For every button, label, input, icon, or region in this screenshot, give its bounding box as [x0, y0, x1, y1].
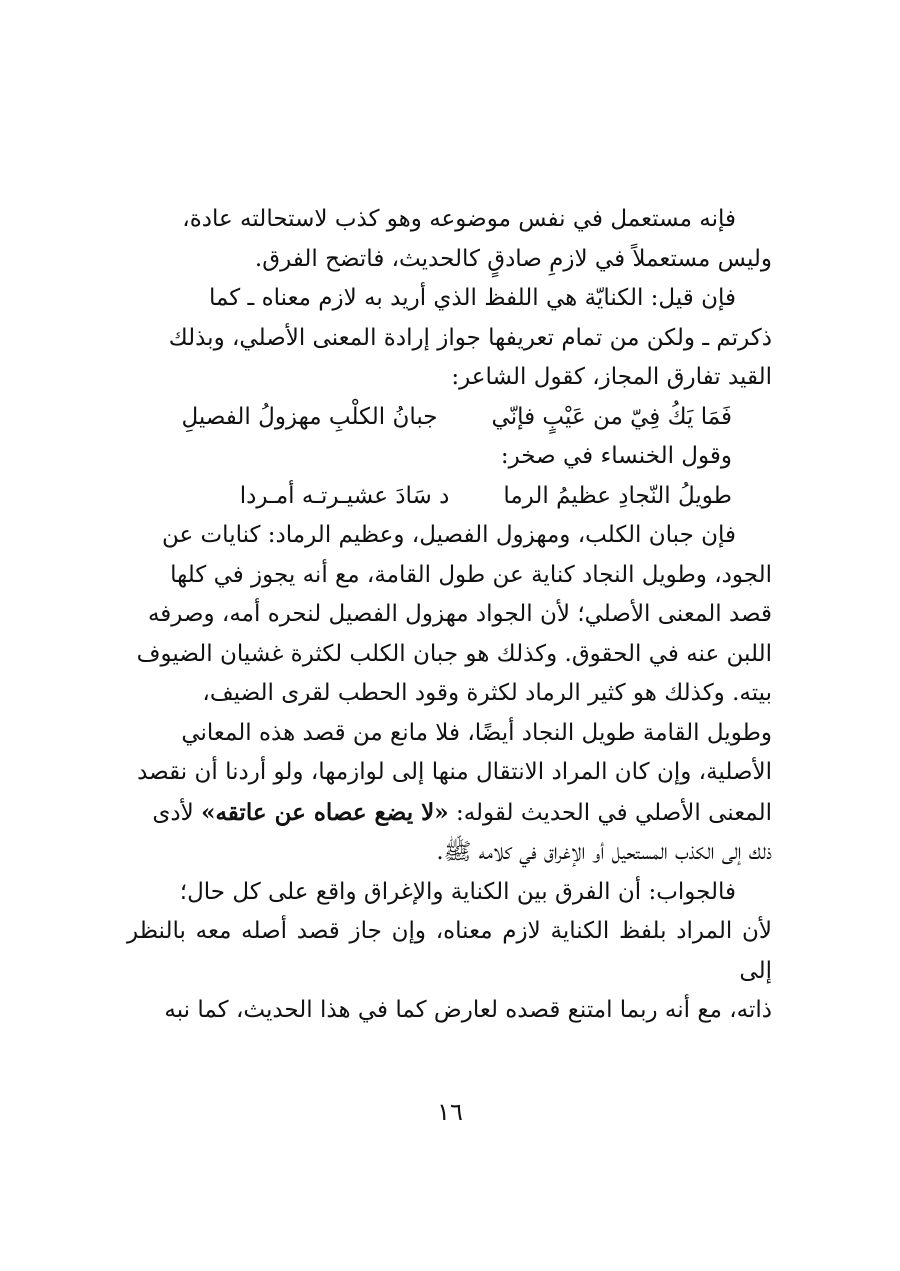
- verse-2: [127, 477, 772, 517]
- text-line: [152, 800, 772, 826]
- text-line: فإنه مستعمل في نفس موضوعه وهو كذب لاستحالته عادة،: [182, 206, 736, 232]
- text-line: ذاته، مع أنه ربما امتنع قصده لعارض كما في هذا الحديث، كما نبه: [164, 997, 772, 1023]
- paragraph-3: [127, 516, 772, 873]
- text-line: الجود، وطويل النجاد كناية عن طول القامة، مع أنه يجوز في كلها: [170, 561, 772, 588]
- khansa-intro: وقول الخنساء في صخر:: [500, 443, 732, 469]
- paragraph-4: [127, 873, 772, 1031]
- text-line: القيد تفارق المجاز، كقول الشاعر:: [451, 364, 772, 390]
- text-line: ذلك إلى الكذب المستحيل أو الإغراق في كلامه ﷺ.: [436, 839, 772, 865]
- page-number: ١٦: [437, 1098, 463, 1126]
- hadith-quote: «لا يضع عصاه عن عاتقه»: [201, 798, 449, 826]
- body-text: [127, 200, 772, 1031]
- paragraph-1: [127, 200, 772, 279]
- verse-2-second-hemistich: د سَادَ عشيـرتـه أمـردا: [239, 482, 450, 509]
- paragraph-2: [127, 279, 772, 398]
- text-line: فإن قيل: الكنايّة هي اللفظ الذي أريد به لازم معناه ـ كما: [208, 285, 736, 311]
- verse-1-second-hemistich: جبانُ الكلْبِ مهزولُ الفصيلِ: [181, 403, 438, 430]
- text-line: لأن المراد بلفظ الكناية لازم معناه، وإن جاز قصد أصله معه بالنظر إلى: [127, 918, 772, 984]
- verse-2-first-hemistich: طويلُ النّجادِ عظيمُ الرما: [503, 482, 732, 509]
- text-line: اللبن عنه في الحقوق. وكذلك هو جبان الكلب لكثرة غشيان الضيوف: [136, 640, 772, 667]
- text-run: لأدى: [152, 799, 202, 826]
- text-line: وليس مستعملاً في لازمِ صادقٍ كالحديث، فاتضح الفرق.: [254, 245, 772, 272]
- text-line: فإن جبان الكلب، ومهزول الفصيل، وعظيم الرماد: كنايات عن: [161, 522, 736, 548]
- text-run: المعنى الأصلي في الحديث لقوله:: [448, 799, 772, 826]
- verse-1-first-hemistich: فَمَا يَكُ فِيّ من عَيْبٍ فإنّي: [491, 403, 732, 430]
- text-line: بيته. وكذلك هو كثير الرماد لكثرة وقود الحطب لقرى الضيف،: [202, 680, 772, 706]
- text-line: ذكرتم ـ ولكن من تمام تعريفها جواز إرادة المعنى الأصلي، وبذلك: [168, 324, 772, 351]
- text-line: وطويل القامة طويل النجاد أيضًا، فلا مانع من قصد هذه المعاني: [181, 719, 772, 746]
- verse-1: [127, 398, 772, 438]
- text-line: قصد المعنى الأصلي؛ لأن الجواد مهزول الفصيل لنحره أمه، وصرفه: [147, 601, 772, 627]
- text-line: فالجواب: أن الفرق بين الكناية والإغراق واقع على كل حال؛: [179, 878, 736, 905]
- text-line: الأصلية، وإن كان المراد الانتقال منها إلى لوازمها، ولو أردنا أن نقصد: [137, 759, 772, 785]
